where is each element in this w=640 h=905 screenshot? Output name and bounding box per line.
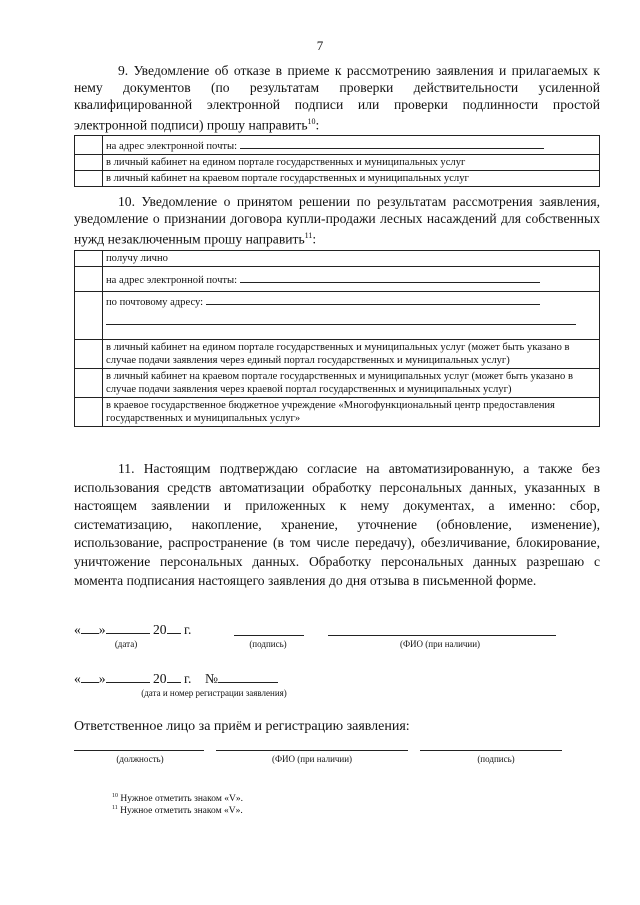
registration-date-field[interactable]: « » 20 г. № (74, 671, 278, 687)
caption-position: (должность) (116, 754, 164, 764)
caption-fio: (ФИО (при наличии) (399, 639, 481, 649)
section-11-text: 11. Настоящим подтверждаю согласие на автоматизированную, а также без использования средств автоматизации обработку персональных данных, указанных в настоящем заявлении и приложенных к нему документах, а именно: сбор, систематизацию, накопление, хранение, уточнение (обновление, изменение), использование, распространение (в том числе передачу), обезличивание, блокирование, уничтожение персональных данных. Обработку персональных данных разрешаю с момента подписания настоящего заявления до дня отзыва в письменной форме. (74, 461, 600, 588)
checkbox-cell[interactable] (75, 267, 103, 292)
caption-responsible-signature: (подпись) (477, 754, 515, 764)
caption-signature: (подпись) (249, 639, 287, 649)
postal-fill-line[interactable] (206, 293, 540, 305)
option-cell: по почтовому адресу: (103, 292, 600, 340)
fio-line[interactable] (328, 634, 556, 636)
footnote-10: $^{10}$ Нужное отметить знаком «V». (112, 793, 243, 805)
table-row (75, 292, 600, 340)
checkbox-cell[interactable] (75, 155, 103, 171)
table-row (75, 251, 600, 267)
table-row (75, 171, 600, 187)
table-row (75, 267, 600, 292)
section-10-options-table (74, 250, 600, 427)
option-cell: в личный кабинет на краевом портале государственных и муниципальных услуг (103, 171, 600, 187)
table-row (75, 136, 600, 155)
email-fill-line[interactable] (240, 271, 540, 283)
checkbox-cell[interactable] (75, 251, 103, 267)
section-9-options-table (74, 135, 600, 187)
checkbox-cell[interactable] (75, 171, 103, 187)
checkbox-cell[interactable] (75, 398, 103, 427)
signature-line[interactable] (234, 634, 304, 636)
page-number: 7 (316, 38, 324, 53)
checkbox-cell[interactable] (75, 340, 103, 369)
responsible-signature-line[interactable] (420, 749, 562, 751)
section-9-text: 9. Уведомление об отказе в приеме к рассмотрению заявления и прилагаемых к нему документов (по результатам проверки действительности усиленной квалифицированной электронной подписи или проверки подлинности простой электронной подписи) прошу направить$^{10}$: (74, 63, 600, 133)
option-cell: в личный кабинет на едином портале государственных и муниципальных услуг (может быть указано в случае подачи заявления через единый портал государственных и муниципальных услуг) (103, 340, 600, 369)
checkbox-cell[interactable] (75, 136, 103, 155)
table-row (75, 398, 600, 427)
checkbox-cell[interactable] (75, 369, 103, 398)
table-row (75, 369, 600, 398)
caption-registration: (дата и номер регистрации заявления) (141, 688, 287, 698)
responsible-label: Ответственное лицо за приём и регистрацию заявления: (74, 719, 410, 734)
date-field[interactable]: « » 20 г. (74, 622, 192, 637)
option-cell: в личный кабинет на едином портале государственных и муниципальных услуг (103, 155, 600, 171)
table-row (75, 155, 600, 171)
option-cell: в краевое государственное бюджетное учреждение «Многофункциональный центр предоставления государственных и муниципальных услуг» (103, 398, 600, 427)
position-line[interactable] (74, 749, 204, 751)
email-fill-line[interactable] (240, 137, 544, 149)
postal-fill-line-2[interactable] (106, 313, 576, 325)
option-cell: в личный кабинет на краевом портале государственных и муниципальных услуг (может быть указано в случае подачи заявления через краевой портал государственных и муниципальных услуг) (103, 369, 600, 398)
option-cell: на адрес электронной почты: (103, 136, 600, 155)
table-row (75, 340, 600, 369)
option-cell: на адрес электронной почты: (103, 267, 600, 292)
caption-responsible-fio: (ФИО (при наличии) (271, 754, 353, 764)
footnote-11: $^{11}$ Нужное отметить знаком «V». (112, 805, 243, 817)
caption-date: (дата) (114, 639, 138, 649)
checkbox-cell[interactable] (75, 292, 103, 340)
option-cell: получу лично (103, 251, 600, 267)
responsible-fio-line[interactable] (216, 749, 408, 751)
section-10-text: 10. Уведомление о принятом решении по результатам рассмотрения заявления, уведомление о признании договора купли-продажи лесных насаждений для собственных нужд незаключенным прошу направить$^{11}$: (74, 194, 600, 247)
